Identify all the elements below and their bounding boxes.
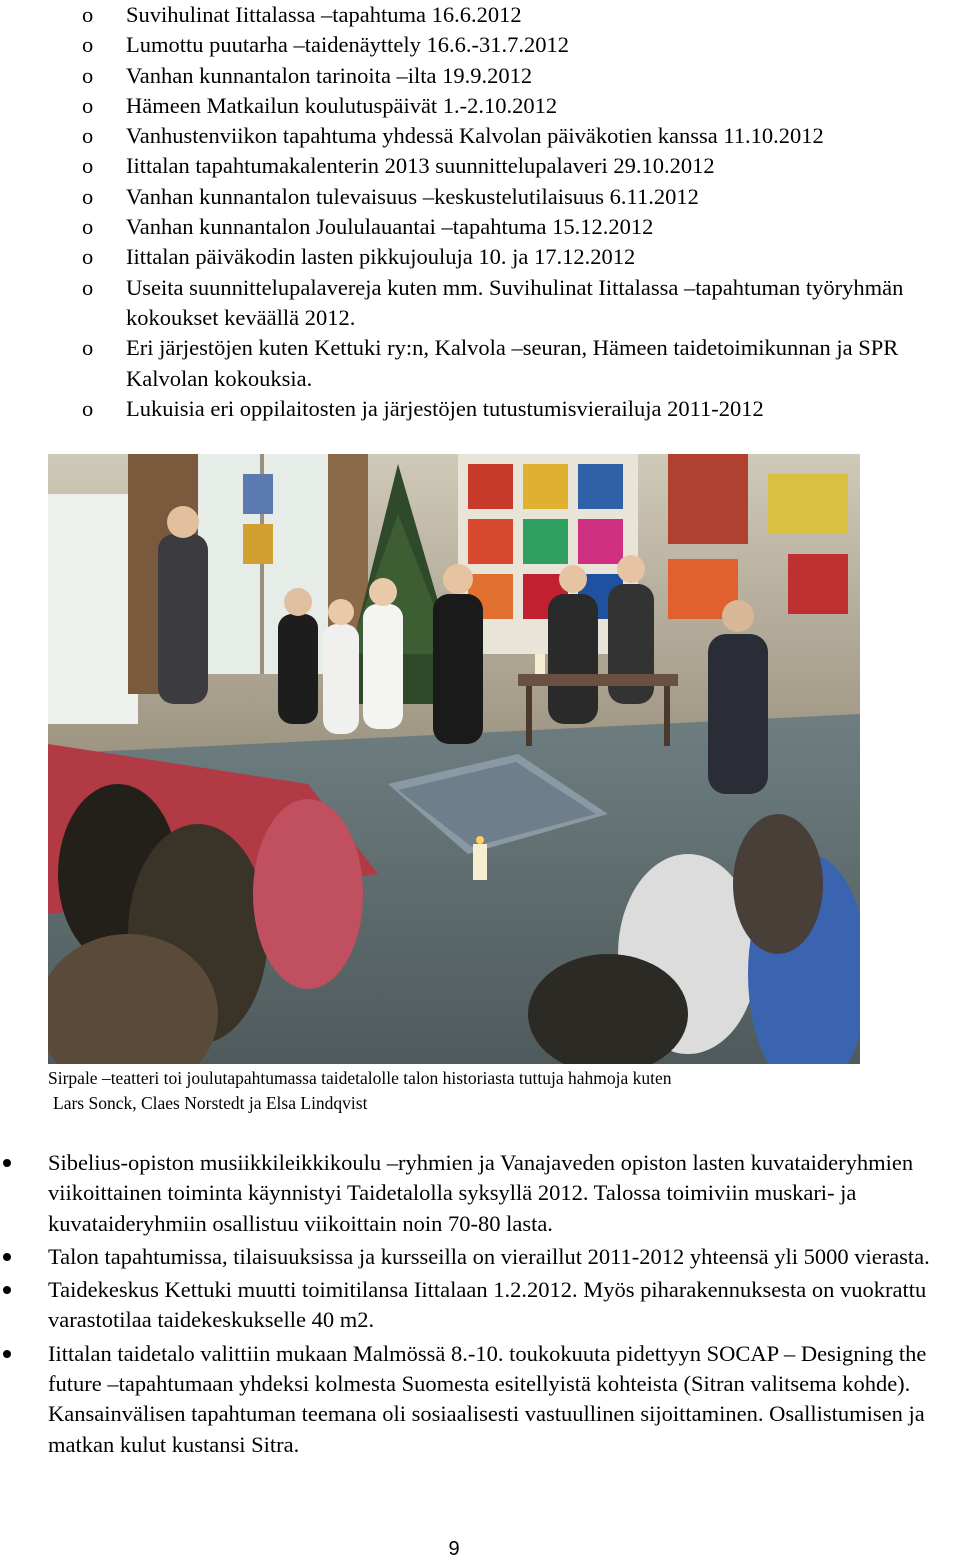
list-item: o Vanhan kunnantalon tarinoita –ilta 19.9.2012: [0, 61, 960, 91]
list-item: o Lukuisia eri oppilaitosten ja järjestöjen tutustumisvierailuja 2011-2012: [0, 394, 960, 424]
photo-caption: [48, 1066, 928, 1116]
photo-theater-scene-icon: [48, 454, 860, 1064]
sub-bullet-marker: o: [82, 244, 94, 270]
list-item: Iittalan taidetalo valittiin mukaan Malmössä 8.-10. toukokuuta pidettyyn SOCAP – Designing the future –tapahtumaan yhdeksi kolmesta Suomesta esitellyistä kohteista (Sitran valitsema kohde). Kansainvälisen tapahtuman teemana oli sosiaalisesti vastuullinen sijoittaminen. Osallistumisen ja matkan kulut kustansi Sitra.: [0, 1339, 960, 1460]
list-item: Sibelius-opiston musiikkileikkikoulu –ryhmien ja Vanajaveden opiston lasten kuvataideryhmien viikoittainen toiminta käynnistyi Taidetalolla syksyllä 2012. Talossa toimiviin muskari- ja kuvataideryhmiin osallistuu viikoittain noin 70-80 lasta.: [0, 1148, 960, 1239]
list-item: o Vanhan kunnantalon tulevaisuus –keskustelutilaisuus 6.11.2012: [0, 182, 960, 212]
bullet-dot-icon: [3, 1253, 11, 1261]
sub-bullet-marker: o: [82, 92, 94, 118]
list-item: o Iittalan päiväkodin lasten pikkujouluja 10. ja 17.12.2012: [0, 242, 960, 272]
sub-bullet-marker: o: [82, 335, 94, 361]
sub-bullet-marker: o: [82, 2, 94, 27]
events-sub-list: [0, 0, 960, 424]
bullet-dot-icon: [3, 1350, 11, 1358]
list-item: o Eri järjestöjen kuten Kettuki ry:n, Kalvola –seuran, Hämeen taidetoimikunnan ja SPR Kalvolan kokouksia.: [82, 335, 899, 391]
page-number: 9: [448, 1538, 460, 1560]
sub-bullet-marker: o: [82, 214, 94, 240]
sub-bullet-marker: o: [82, 183, 94, 209]
list-item: o Suvihulinat Iittalassa –tapahtuma 16.6.2012: [0, 0, 960, 30]
sub-bullet-marker: o: [82, 123, 94, 149]
sub-bullet-marker: o: [82, 395, 94, 421]
list-item: Talon tapahtumissa, tilaisuuksissa ja kursseilla on vieraillut 2011-2012 yhteensä yli 5000 vierasta.: [0, 1242, 960, 1272]
list-item: o Vanhan kunnantalon Joululauantai –tapahtuma 15.12.2012: [0, 212, 960, 242]
theater-photo: [48, 454, 860, 1064]
list-item: o Iittalan tapahtumakalenterin 2013 suunnittelupalaveri 29.10.2012: [0, 151, 960, 181]
bullet-dot-icon: [3, 1286, 11, 1294]
sub-bullet-marker: o: [82, 62, 94, 88]
caption-line-1: Sirpale –teatteri toi joulutapahtumassa taidetalolle talon historiasta tuttuja hahmoja kuten: [48, 1068, 672, 1088]
sub-bullet-marker: o: [82, 153, 94, 179]
list-item: o Lumottu puutarha –taidenäyttely 16.6.-31.7.2012: [0, 30, 960, 60]
list-item: o Vanhustenviikon tapahtuma yhdessä Kalvolan päiväkotien kanssa 11.10.2012: [0, 121, 960, 151]
bullet-dot-icon: [3, 1159, 11, 1167]
list-item: Taidekeskus Kettuki muutti toimitilansa Iittalaan 1.2.2012. Myös piharakennuksesta on vuokrattu varastotilaa taidekeskukselle 40 m2.: [0, 1275, 960, 1336]
sub-bullet-marker: o: [82, 274, 94, 300]
sub-bullet-marker: o: [82, 32, 94, 58]
caption-line-2: Lars Sonck, Claes Norstedt ja Elsa Lindqvist: [53, 1093, 368, 1113]
list-item: o Useita suunnittelupalavereja kuten mm. Suvihulinat Iittalassa –tapahtuman työryhmän kokoukset keväällä 2012.: [82, 274, 904, 330]
list-item: o Hämeen Matkailun koulutuspäivät 1.-2.10.2012: [0, 91, 960, 121]
main-bullet-list: [0, 1148, 960, 1460]
